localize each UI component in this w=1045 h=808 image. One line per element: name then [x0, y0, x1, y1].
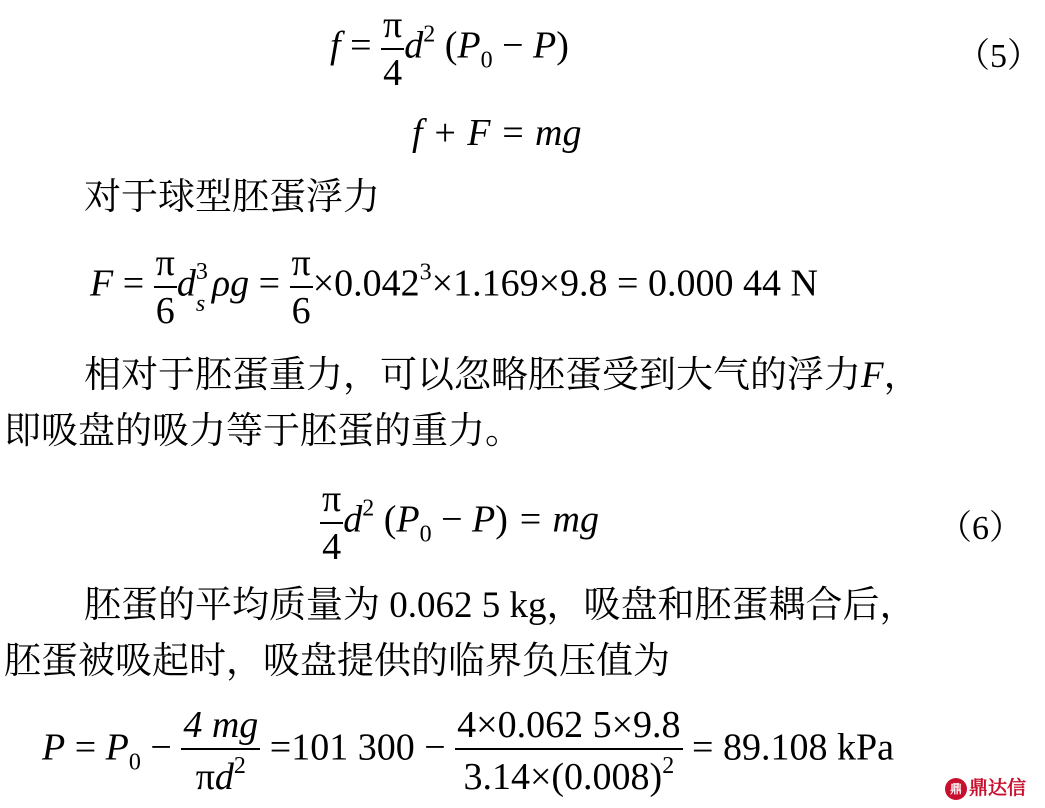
minus-sign: − — [441, 498, 463, 541]
paragraph-ignore-buoyancy-line1 — [84, 348, 921, 404]
equals-sign: = — [122, 262, 145, 305]
force-balance-equation: f + F = mg — [412, 112, 582, 154]
var-P0: P — [105, 726, 129, 769]
rhs-mg: = mg — [517, 498, 599, 541]
subscript-0: 0 — [419, 521, 432, 548]
var-F: F — [90, 262, 114, 305]
paren-open: ( — [444, 24, 458, 67]
var-P: P — [42, 726, 66, 769]
numeric-fraction — [455, 706, 682, 796]
fraction-denominator: 4 — [381, 48, 404, 92]
fraction-denominator: 4 — [320, 522, 343, 566]
var-P: P — [472, 498, 496, 541]
logo-text: 鼎达信 — [969, 777, 1027, 799]
fraction-numerator: π — [322, 478, 342, 520]
comma: ， — [883, 355, 921, 396]
paren-open: ( — [383, 498, 397, 541]
equation-number-5: （5） — [956, 38, 1041, 75]
paragraph-buoyancy-intro: 对于球型胚蛋浮力 — [84, 177, 380, 218]
var-P: P — [533, 24, 557, 67]
exponent: 2 — [423, 21, 436, 48]
exponent: 2 — [362, 495, 375, 522]
paragraph-text: 相对于胚蛋重力，可以忽略胚蛋受到大气的浮力 — [84, 355, 861, 396]
equals-sign: = — [350, 24, 372, 67]
paragraph-ignore-buoyancy-line2: 即吸盘的吸力等于胚蛋的重力。 — [4, 411, 522, 452]
fraction-numerator: 4 mg — [183, 704, 259, 746]
product-term: ×0.042 — [312, 262, 420, 305]
var-P0: P — [396, 498, 420, 541]
pi-over-6-fraction-2 — [290, 244, 313, 330]
paren-close: ) — [556, 24, 569, 67]
watermark-logo — [945, 773, 1026, 800]
subscript-0: 0 — [480, 47, 493, 74]
equation-number-6: （6） — [938, 510, 1023, 547]
subscript-s: s — [195, 290, 206, 317]
denominator-text: 3.14×(0.008) — [463, 756, 663, 798]
paragraph-mass-line2: 胚蛋被吸起时，吸盘提供的临界负压值为 — [4, 641, 670, 682]
rho-g: ρg — [211, 262, 250, 305]
exponent-3b: 3 — [419, 259, 432, 286]
paren-close: ) — [495, 498, 508, 541]
pi-symbol: π — [195, 756, 215, 798]
pi-over-4-fraction — [381, 6, 404, 92]
result: = 89.108 kPa — [692, 726, 894, 769]
equation-6 — [320, 480, 599, 566]
equals-sign: = — [74, 726, 97, 769]
equals-sign-2: = — [258, 262, 281, 305]
middle-term: =101 300 − — [269, 726, 446, 769]
buoyancy-equation — [90, 244, 818, 330]
sub-sup-stack — [195, 258, 212, 317]
var-F-inline: F — [861, 355, 884, 396]
mg-over-pi-d2-fraction — [181, 706, 260, 796]
fraction-denominator: 6 — [290, 286, 313, 330]
exponent: 2 — [662, 753, 675, 779]
fraction-denominator — [455, 748, 682, 796]
fraction-denominator: 6 — [154, 286, 177, 330]
pi-over-4-fraction — [320, 480, 343, 566]
subscript-0: 0 — [128, 749, 141, 776]
fraction-numerator: π — [383, 4, 403, 46]
pi-over-6-fraction — [154, 244, 177, 330]
var-d: d — [343, 498, 363, 541]
equation-5 — [330, 6, 569, 92]
product-result: ×1.169×9.8 = 0.000 44 N — [431, 262, 818, 305]
minus-sign: − — [150, 726, 172, 769]
fraction-denominator — [181, 748, 260, 796]
fraction-numerator: π — [291, 242, 311, 284]
minus-sign: − — [502, 24, 524, 67]
var-P0: P — [457, 24, 481, 67]
final-pressure-equation — [42, 706, 894, 796]
var-d: d — [214, 756, 234, 798]
var-f: f — [330, 24, 341, 67]
var-d: d — [176, 262, 196, 305]
logo-icon: 鼎 — [945, 778, 967, 800]
exponent: 2 — [233, 753, 246, 779]
fraction-numerator: π — [155, 242, 175, 284]
exponent-3: 3 — [195, 258, 208, 285]
fraction-numerator: 4×0.062 5×9.8 — [457, 704, 681, 746]
paragraph-mass-line1: 胚蛋的平均质量为 0.062 5 kg，吸盘和胚蛋耦合后， — [84, 585, 917, 626]
var-d: d — [404, 24, 424, 67]
